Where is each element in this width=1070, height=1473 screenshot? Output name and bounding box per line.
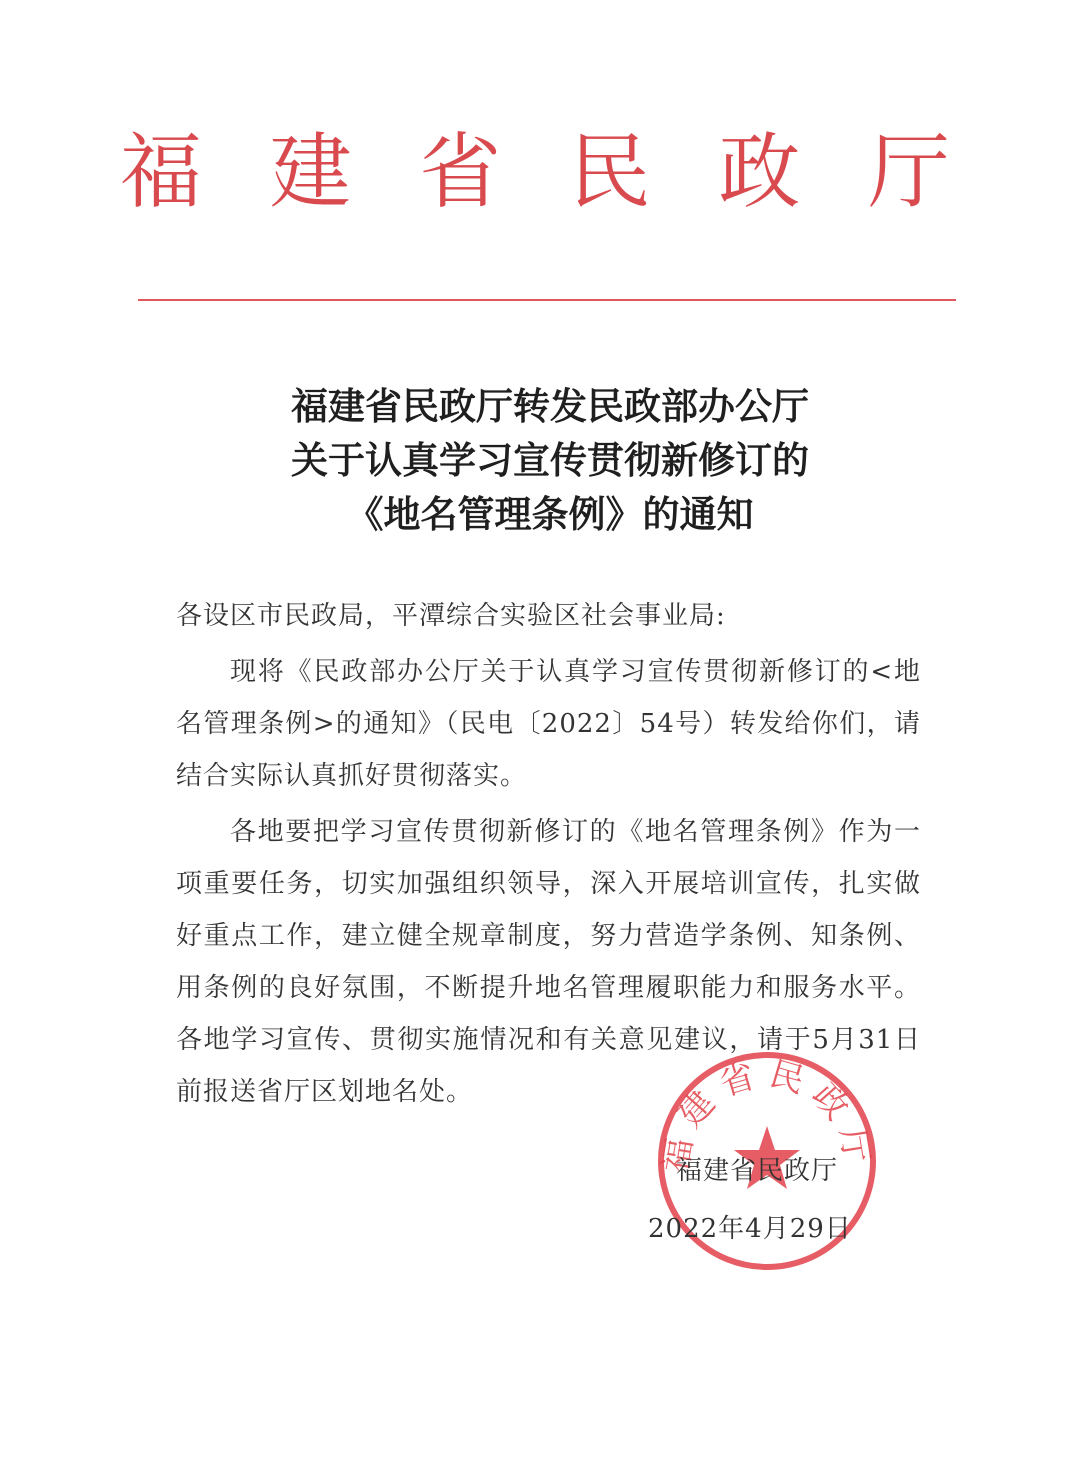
document-title (150, 380, 950, 542)
masthead (120, 118, 950, 228)
masthead-divider (138, 299, 956, 301)
seal-text: 福建省民政厅 (655, 1053, 879, 1176)
signature-date: 2022年4月29日 (648, 1214, 852, 1244)
masthead-char: 建 (269, 125, 352, 220)
salutation: 各设区市民政局，平潭综合实验区社会事业局: (176, 601, 726, 631)
masthead-char: 省 (419, 125, 502, 220)
masthead-char: 政 (718, 125, 801, 220)
masthead-char: 厅 (867, 125, 950, 220)
document-body (176, 590, 921, 1118)
signature-organization: 福建省民政厅 (676, 1156, 839, 1186)
title-line-3: 《地名管理条例》的通知 (346, 493, 754, 536)
paragraph-2: 各地要把学习宣传贯彻新修订的《地名管理条例》作为一项重要任务，切实加强组织领导，深入开展培训宣传，扎实做好重点工作，建立健全规章制度，努力营造学条例、知条例、用条例的良好氛围，不断提升地名管理履职能力和服务水平。各地学习宣传、贯彻实施情况和有关意见建议，请于5月31日前报送省厅区划地名处。 (176, 817, 921, 1107)
title-line-2: 关于认真学习宣传贯彻新修订的 (291, 439, 809, 482)
title-line-1: 福建省民政厅转发民政部办公厅 (291, 385, 809, 428)
masthead-char: 福 (120, 125, 203, 220)
masthead-char: 民 (568, 125, 651, 220)
paragraph-1: 现将《民政部办公厅关于认真学习宣传贯彻新修订的<地名管理条例>的通知》（民电〔2022〕54号）转发给你们，请结合实际认真抓好贯彻落实。 (176, 657, 921, 791)
